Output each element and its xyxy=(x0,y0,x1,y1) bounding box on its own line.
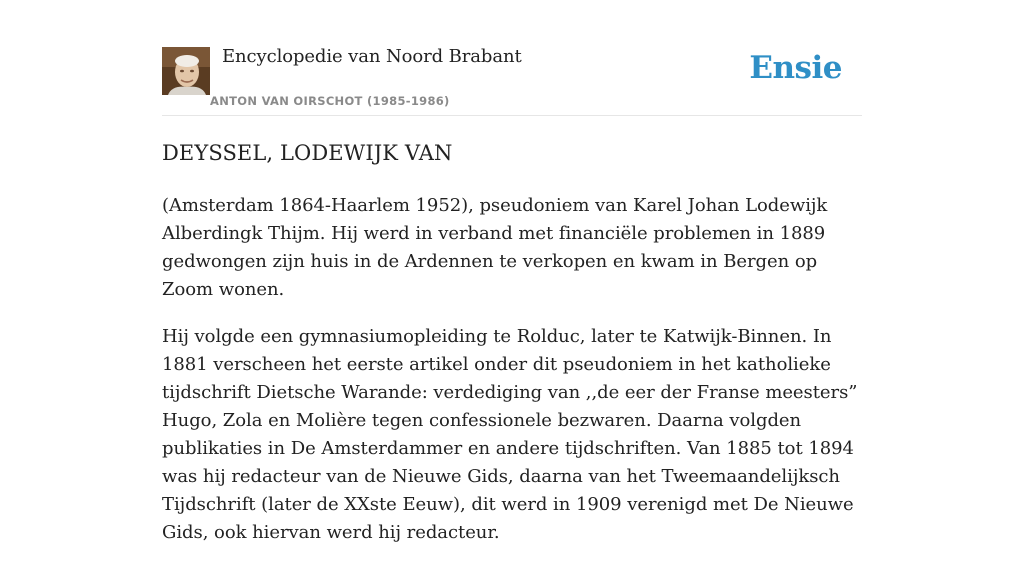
author-avatar[interactable] xyxy=(162,47,210,95)
author-name[interactable]: ANTON VAN OIRSCHOT (1985-1986) xyxy=(210,94,450,108)
author-portrait-icon xyxy=(162,47,210,95)
article-header xyxy=(162,0,862,116)
entry-title: DEYSSEL, LODEWIJK VAN xyxy=(162,141,453,165)
article-container xyxy=(162,0,862,543)
entry-paragraph: (Amsterdam 1864-Haarlem 1952), pseudoniem van Karel Johan Lodewijk Alberdingk Thijm. Hij werd in verband met financiële problemen in 1889 gedwongen zijn huis in de Ardennen te verkopen en kwam in Bergen op Zoom wonen. xyxy=(162,195,828,300)
entry-paragraph: Hij volgde een gymnasiumopleiding te Rolduc, later te Katwijk-Binnen. In 1881 verscheen het eerste artikel onder dit pseudoniem in het katholieke tijdschrift Dietsche Warande: verdediging van ,,de eer der Franse meesters” Hugo, Zola en Molière tegen confessionele bezwaren. Daarna volgden publikaties in De Amsterdammer en andere tijdschriften. Van 1885 tot 1894 was hij redacteur van de Nieuwe Gids, daarna van het Tweemaandelijksch Tijdschrift (later de XXste Eeuw), dit werd in 1909 verenigd met De Nieuwe Gids, ook hiervan werd hij redacteur. xyxy=(162,326,858,543)
ensie-logo[interactable]: Ensie xyxy=(749,50,842,86)
source-title[interactable]: Encyclopedie van Noord Brabant xyxy=(222,46,522,67)
entry-body xyxy=(162,192,868,566)
